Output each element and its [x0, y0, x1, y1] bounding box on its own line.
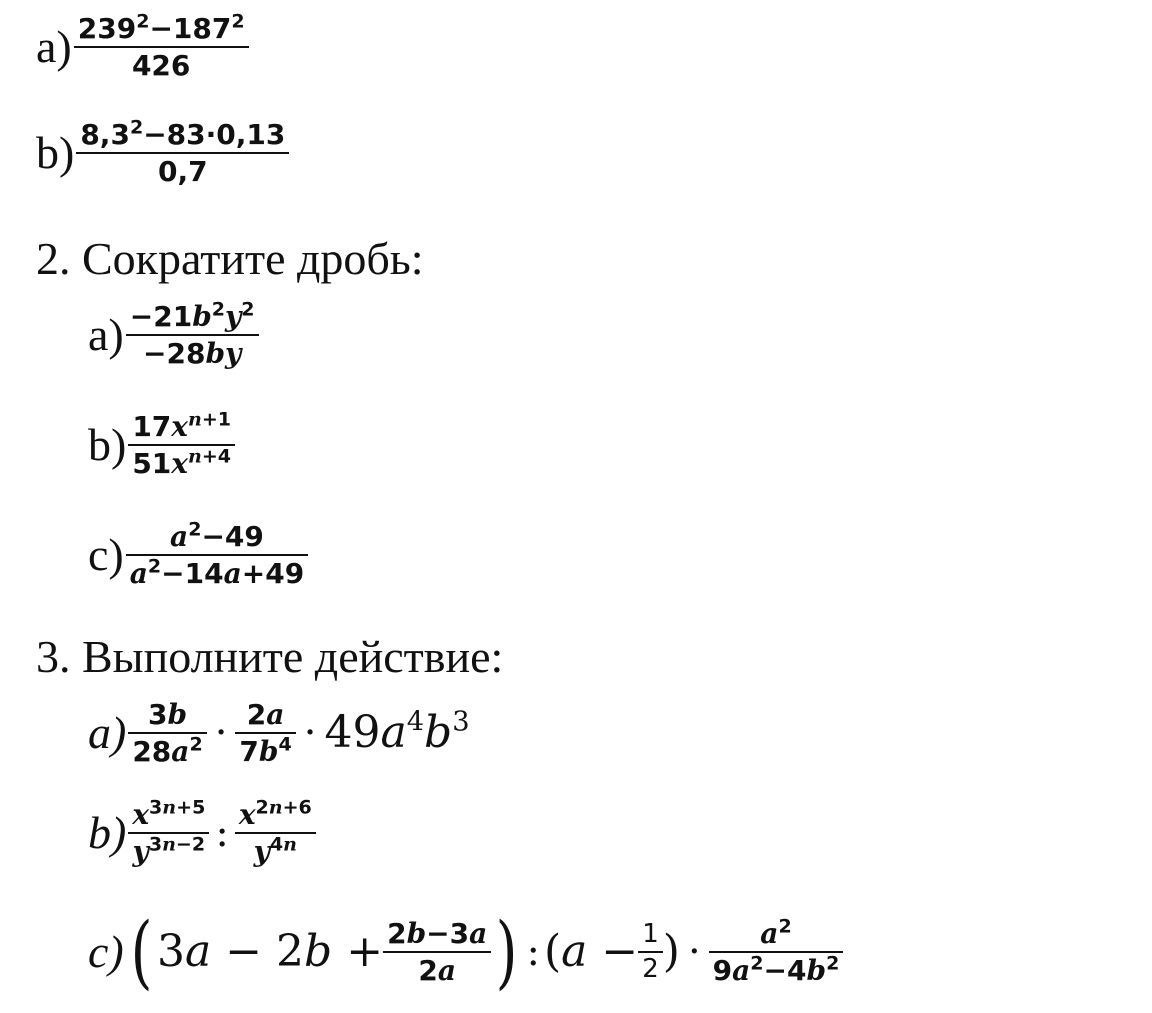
numerator: $8,3^2-83\cdot 0,13$ — [80, 116, 286, 151]
fraction — [128, 700, 206, 767]
right-paren: ) — [495, 905, 518, 998]
fraction — [126, 518, 308, 591]
item-label: b) — [88, 807, 127, 859]
multiply-dot: · — [303, 710, 317, 757]
fraction — [709, 915, 844, 987]
divide-colon: : — [526, 929, 540, 975]
numerator: $17x^{n+1}$ — [132, 408, 232, 443]
denominator: 2a — [418, 954, 456, 987]
fraction — [235, 700, 295, 767]
fraction — [383, 916, 491, 987]
item-label: c) — [88, 926, 124, 977]
fraction — [638, 918, 663, 984]
multiply-dot: · — [687, 929, 701, 975]
fraction — [235, 796, 316, 869]
denominator: $y^{3n-2}$ — [132, 833, 206, 869]
task-2-item-b — [88, 408, 235, 481]
fraction — [126, 298, 259, 371]
prev-item-a — [36, 10, 249, 83]
denominator: $51x^{n+4}$ — [132, 445, 232, 481]
numerator: $a^2-49$ — [170, 518, 264, 553]
heading-text: 3. Выполните действие: — [36, 631, 504, 682]
fraction — [76, 116, 289, 189]
fraction — [74, 10, 249, 83]
denominator: $9a^2-4b^2$ — [712, 952, 840, 987]
right-paren-small: ) — [662, 926, 680, 977]
task-3-heading — [36, 631, 504, 682]
item-label: a) — [36, 21, 72, 73]
divide-colon: : — [215, 810, 229, 857]
heading-text: 2. Сократите дробь: — [36, 233, 424, 284]
item-label: a) — [88, 309, 124, 361]
prev-item-b — [36, 116, 289, 189]
numerator: 2b−3a — [387, 916, 488, 950]
numerator: $a^2$ — [760, 915, 792, 950]
numerator: 2a — [246, 698, 285, 731]
numerator: $x^{3n+5}$ — [132, 796, 206, 831]
left-paren: ( — [130, 905, 153, 998]
task-3-item-c — [88, 905, 843, 998]
task-2-item-c — [88, 518, 308, 591]
denominator: $7b^4$ — [239, 733, 292, 769]
numerator: $x^{2n+6}$ — [238, 796, 312, 831]
item-label: c) — [88, 529, 124, 581]
task-2-heading — [36, 233, 424, 284]
numerator: 1 — [642, 918, 659, 949]
monomial: $49a^4b^3$ — [324, 707, 470, 759]
expression-part2: (a − — [543, 926, 639, 977]
denominator: −28by — [143, 337, 242, 371]
numerator: $-21b^2y^2$ — [129, 298, 255, 333]
denominator: 426 — [131, 49, 191, 83]
item-label: b) — [36, 127, 75, 179]
fraction — [128, 796, 209, 869]
denominator: $28a^2$ — [132, 733, 203, 769]
denominator: $a^2-14a+49$ — [129, 555, 305, 591]
denominator: 0,7 — [158, 155, 208, 189]
fraction — [128, 408, 235, 481]
task-2-item-a — [88, 298, 259, 371]
item-label: a) — [88, 707, 127, 759]
task-3-item-a — [88, 700, 470, 767]
item-label: b) — [88, 419, 127, 471]
numerator: $239^2-187^2$ — [77, 10, 245, 45]
task-3-item-b — [88, 796, 316, 869]
expression: 3a − 2b + — [156, 926, 384, 977]
denominator: 2 — [642, 954, 659, 984]
denominator: $y^{4n}$ — [253, 833, 297, 869]
multiply-dot: · — [214, 710, 228, 757]
numerator: 3b — [147, 698, 188, 731]
